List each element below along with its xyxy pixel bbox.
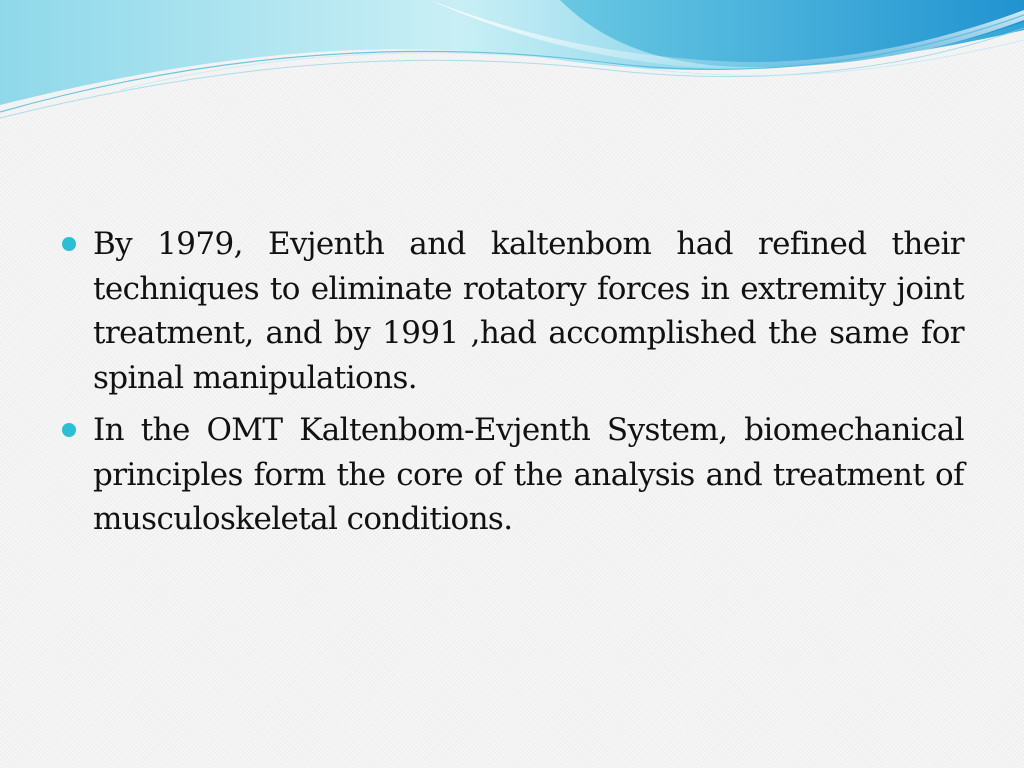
bullet-dot-icon	[62, 237, 76, 251]
header-wave-decoration	[0, 0, 1024, 130]
bullet-text-2: In the OMT Kaltenbom-Evjenth System, biomechanical principles form the core of the analysis and treatment of musculoskeletal conditions.	[93, 412, 964, 537]
bullet-item-1	[60, 222, 964, 400]
bullet-dot-icon	[62, 423, 76, 437]
bullet-list	[60, 222, 964, 550]
bullet-item-2	[60, 408, 964, 542]
bullet-text-1: By 1979, Evjenth and kaltenbom had refined their techniques to eliminate rotatory forces in extremity joint treatment, and by 1991 ,had accomplished the same for spinal manipulations.	[93, 226, 964, 396]
